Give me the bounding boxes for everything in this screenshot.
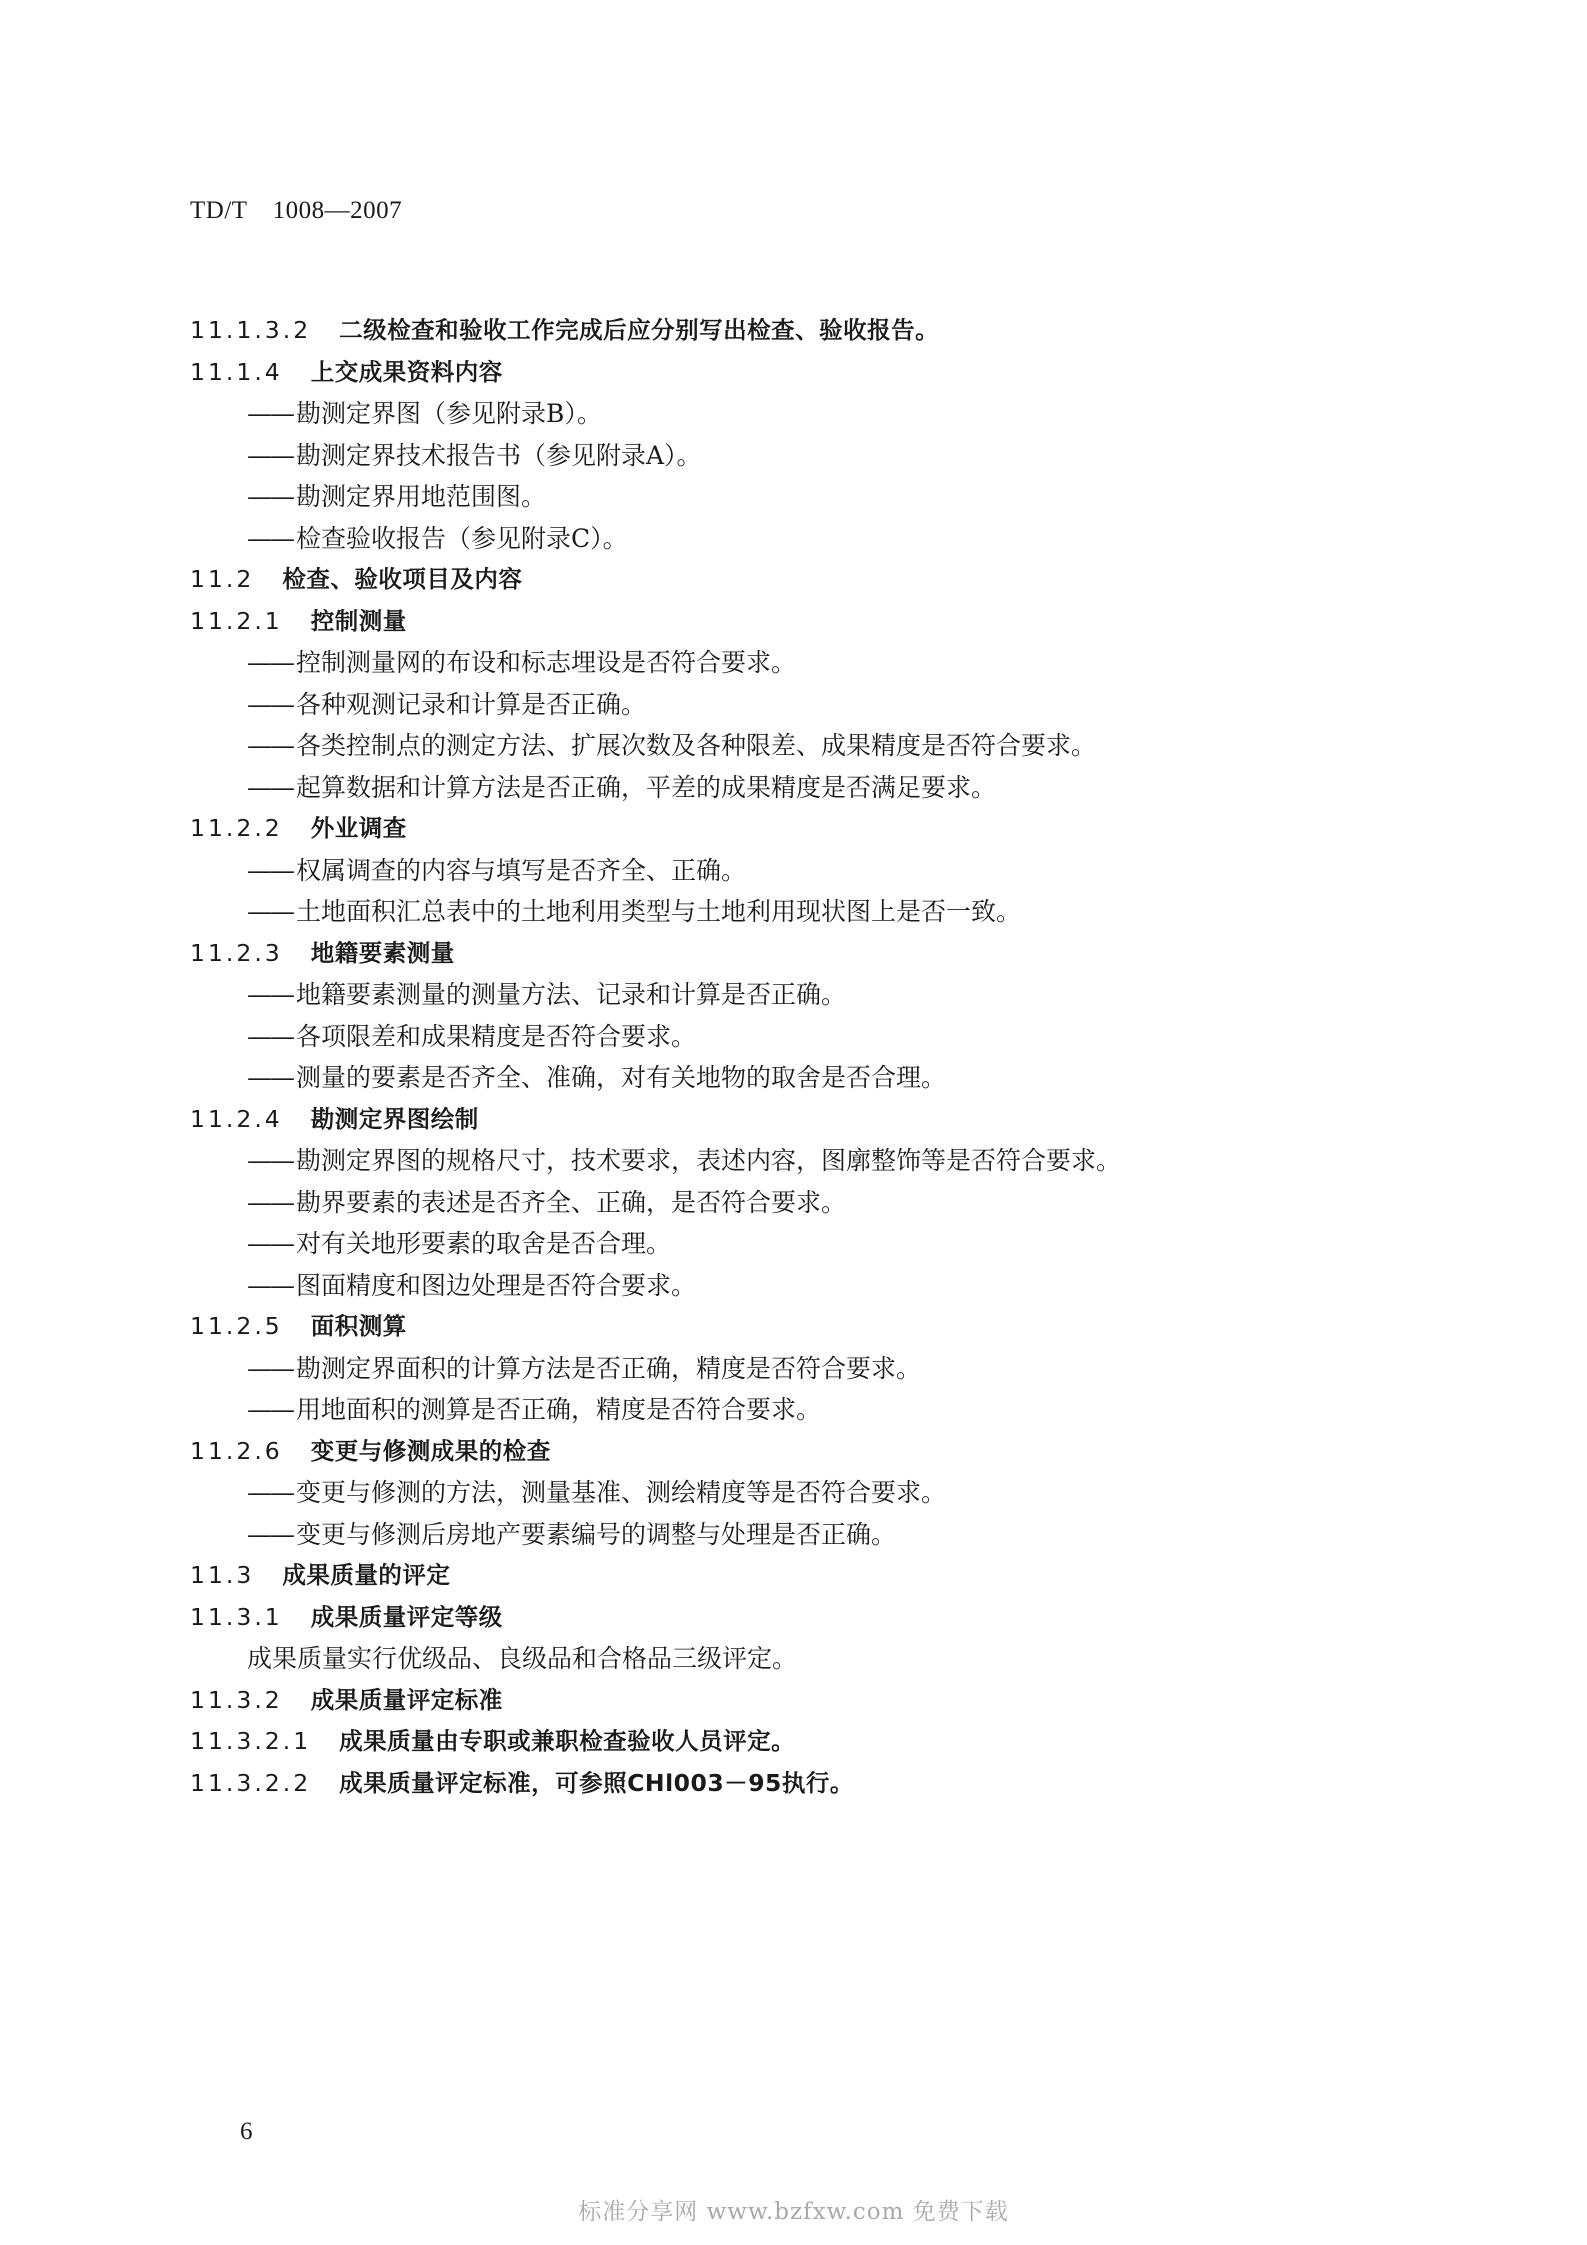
list-dash: ——	[247, 1353, 293, 1383]
list-item	[190, 476, 1400, 518]
section-number: 11.2.3	[190, 938, 283, 967]
document-body	[190, 310, 1400, 1804]
section-title: 二级检查和验收工作完成后应分别写出检查、验收报告。	[339, 316, 940, 344]
list-dash: ——	[247, 523, 293, 553]
list-item	[190, 1016, 1400, 1058]
list-item-text: 勘测定界技术报告书（参见附录A）。	[296, 440, 702, 470]
list-item	[190, 850, 1400, 892]
list-dash: ——	[247, 1519, 293, 1549]
list-dash: ——	[247, 897, 293, 926]
section-heading	[190, 1306, 1400, 1348]
section-number: 11.2.6	[190, 1436, 283, 1465]
section-heading	[190, 1721, 1400, 1763]
section-number: 11.3.1	[190, 1602, 283, 1631]
list-dash: ——	[247, 1021, 293, 1051]
section-title: 变更与修测成果的检查	[310, 1436, 551, 1465]
section-number: 11.3.2.2	[190, 1768, 312, 1797]
paragraph: 成果质量实行优级品、良级品和合格品三级评定。	[247, 1644, 798, 1673]
list-item	[190, 393, 1400, 435]
section-number: 11.2.5	[190, 1312, 283, 1340]
list-item-text: 控制测量网的布设和标志埋设是否符合要求。	[296, 648, 797, 677]
watermark-text: 标准分享网 www.bzfxw.com 免费下载	[578, 2199, 1009, 2225]
list-dash: ——	[247, 1229, 293, 1258]
list-item	[190, 891, 1400, 933]
list-item	[190, 642, 1400, 684]
list-item-text: 勘测定界用地范围图。	[296, 482, 547, 511]
list-dash: ——	[247, 399, 293, 428]
list-dash: ——	[247, 440, 293, 470]
list-item-text: 权属调查的内容与填写是否齐全、正确。	[296, 855, 747, 885]
section-title: 成果质量评定等级	[310, 1602, 503, 1631]
section-heading	[190, 1555, 1400, 1597]
list-item	[190, 1348, 1400, 1390]
document-code: TD/T 1008—2007	[190, 197, 403, 224]
list-item-text: 变更与修测后房地产要素编号的调整与处理是否正确。	[296, 1519, 897, 1549]
section-number: 11.3.2.1	[190, 1727, 312, 1755]
list-item	[190, 1514, 1400, 1556]
section-title: 上交成果资料内容	[310, 357, 503, 386]
page-number: 6	[240, 2118, 253, 2145]
list-item	[190, 1057, 1400, 1099]
section-heading	[190, 808, 1400, 850]
section-number: 11.2.2	[190, 814, 283, 842]
list-item	[190, 974, 1400, 1016]
list-item	[190, 1265, 1400, 1307]
section-title: 检查、验收项目及内容	[282, 565, 523, 593]
list-item	[190, 1223, 1400, 1265]
section-number: 11.1.3.2	[190, 316, 312, 344]
list-dash: ——	[247, 731, 293, 760]
list-dash: ——	[247, 980, 293, 1009]
list-dash: ——	[247, 1270, 293, 1300]
list-item	[190, 1389, 1400, 1431]
list-item	[190, 1472, 1400, 1514]
section-title: 面积测算	[310, 1312, 407, 1340]
section-heading	[190, 601, 1400, 643]
list-item-text: 土地面积汇总表中的土地利用类型与土地利用现状图上是否一致。	[296, 897, 1022, 926]
section-heading	[190, 1099, 1400, 1141]
list-dash: ——	[247, 1478, 293, 1507]
section-number: 11.3	[190, 1561, 255, 1589]
section-title: 外业调查	[310, 814, 407, 842]
section-number: 11.2	[190, 565, 255, 593]
list-dash: ——	[247, 855, 293, 885]
section-heading	[190, 352, 1400, 394]
list-dash: ——	[247, 1187, 293, 1217]
section-title: 控制测量	[310, 606, 407, 635]
list-dash: ——	[247, 689, 293, 719]
list-item-text: 勘测定界面积的计算方法是否正确，精度是否符合要求。	[296, 1353, 922, 1383]
list-dash: ——	[247, 482, 293, 511]
list-item-text: 用地面积的测算是否正确，精度是否符合要求。	[296, 1395, 822, 1424]
section-heading	[190, 310, 1400, 352]
list-item	[190, 725, 1400, 767]
list-dash: ——	[247, 1395, 293, 1424]
list-item-text: 勘界要素的表述是否齐全、正确，是否符合要求。	[296, 1187, 847, 1217]
list-item-text: 检查验收报告（参见附录C）。	[296, 523, 628, 553]
section-heading	[190, 1763, 1400, 1805]
list-item-text: 变更与修测的方法，测量基准、测绘精度等是否符合要求。	[296, 1478, 947, 1507]
list-item	[190, 518, 1400, 560]
list-dash: ——	[247, 648, 293, 677]
list-item	[190, 767, 1400, 809]
section-heading	[190, 559, 1400, 601]
list-item-text: 起算数据和计算方法是否正确，平差的成果精度是否满足要求。	[296, 772, 997, 802]
section-heading	[190, 1431, 1400, 1473]
list-item-text: 各种观测记录和计算是否正确。	[296, 689, 647, 719]
section-title: 勘测定界图绘制	[310, 1104, 479, 1133]
section-number: 11.3.2	[190, 1685, 283, 1714]
list-item-text: 测量的要素是否齐全、准确，对有关地物的取舍是否合理。	[296, 1063, 947, 1092]
list-item-text: 勘测定界图（参见附录B）。	[296, 399, 602, 428]
section-title: 地籍要素测量	[310, 938, 455, 967]
list-item	[190, 1140, 1400, 1182]
list-dash: ——	[247, 1146, 293, 1175]
list-dash: ——	[247, 1063, 293, 1092]
section-number: 11.1.4	[190, 357, 283, 386]
section-number: 11.2.1	[190, 606, 283, 635]
list-item-text: 对有关地形要素的取舍是否合理。	[296, 1229, 672, 1258]
list-item-text: 各项限差和成果精度是否符合要求。	[296, 1021, 697, 1051]
section-heading	[190, 1597, 1400, 1639]
list-dash: ——	[247, 772, 293, 802]
list-item	[190, 1182, 1400, 1224]
list-item-text: 地籍要素测量的测量方法、记录和计算是否正确。	[296, 980, 847, 1009]
section-number: 11.2.4	[190, 1104, 283, 1133]
list-item-text: 各类控制点的测定方法、扩展次数及各种限差、成果精度是否符合要求。	[296, 731, 1097, 760]
section-title: 成果质量由专职或兼职检查验收人员评定。	[339, 1727, 796, 1755]
section-heading	[190, 1680, 1400, 1722]
section-title: 成果质量评定标准，可参照CHl003－95执行。	[339, 1768, 854, 1797]
list-item-text: 勘测定界图的规格尺寸，技术要求，表述内容，图廓整饰等是否符合要求。	[296, 1146, 1122, 1175]
list-item	[190, 684, 1400, 726]
section-title: 成果质量的评定	[282, 1561, 451, 1589]
section-heading	[190, 933, 1400, 975]
list-item	[190, 435, 1400, 477]
list-item-text: 图面精度和图边处理是否符合要求。	[296, 1270, 697, 1300]
section-title: 成果质量评定标准	[310, 1685, 503, 1714]
